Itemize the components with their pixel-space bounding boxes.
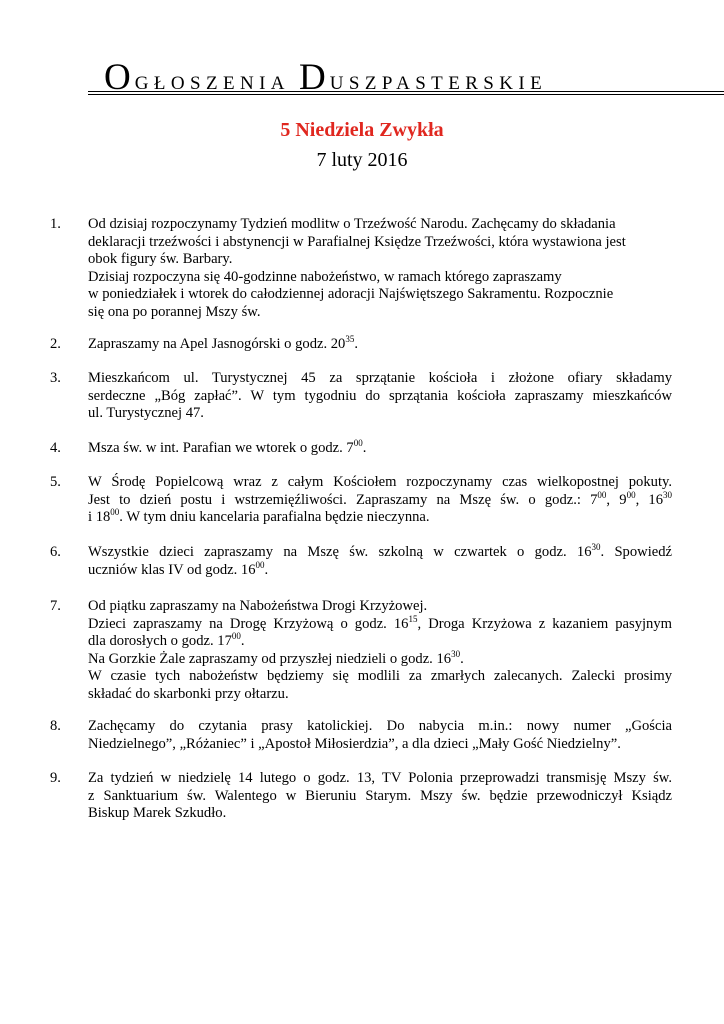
text-line: uczniów klas IV od godz. $16^{00}$. (88, 559, 269, 578)
title-word-1-rest: GŁOSZENIA (134, 73, 300, 94)
text-line: składać do skarbonki przy ołtarzu. (88, 685, 289, 702)
announcement-number: 2. (50, 336, 61, 352)
text-line: i $18^{00}$. W tym dniu kancelaria parafialna będzie nieczynna. (88, 507, 430, 526)
text-line: Msza św. w int. Parafian we wtorek o godz. $7^{00}$. (88, 438, 367, 456)
time-minutes: 35 (345, 334, 355, 344)
announcement-number: 1. (50, 216, 61, 232)
announcement-number: 6. (50, 544, 61, 560)
text-line: Od dzisiaj rozpoczynamy Tydzień modlitw o Trzeźwość Narodu. Zachęcamy do składania (88, 216, 616, 232)
text-line: Mieszkańcom ul. Turystycznej 45 za sprzątanie kościoła i złożone ofiary składamy (88, 370, 672, 386)
time-minutes: 00 (353, 438, 363, 448)
text-line: ul. Turystycznej 47. (88, 405, 204, 422)
text-line: Na Gorzkie Żale zapraszamy od przyszłej niedzieli o godz. $16^{30}$. (88, 648, 464, 667)
text-line: z Sanktuarium św. Walentego w Bieruniu Starym. Mszy św. będzie przewodniczył Ksiądz (88, 787, 672, 804)
text-line: Od piątku zapraszamy na Nabożeństwa Drogi Krzyżowej. (88, 598, 428, 614)
text-line: Zachęcamy do czytania prasy katolickiej. Do nabycia m.in.: nowy numer „Gościa (88, 718, 672, 734)
title-initial-d: D (299, 58, 330, 98)
text-line: obok figury św. Barbary. (88, 251, 233, 268)
text-line: serdeczne „Bóg zapłać”. W tym tygodniu do sprzątania kościoła zapraszamy mieszkańców (88, 387, 672, 404)
text-line: Wszystkie dzieci zapraszamy na Mszę św. szkolną w czwartek o godz. $16^{30}$. Spowiedź (88, 542, 672, 560)
text-line: Jest to dzień postu i wstrzemięźliwości. Zapraszamy na Mszę św. o godz.: $7^{00}$, $9^{00}$, $16^{30}$ (88, 489, 673, 508)
text-line: W czasie tych nabożeństw będziemy się modlili za zmarłych zalecanych. Zalecki prosimy (88, 668, 672, 685)
announcement-number: 8. (50, 718, 61, 734)
text-line: deklaracji trzeźwości i abstynencji w Parafialnej Księdze Trzeźwości, która wystawiona jest (88, 233, 626, 250)
title-initial-o: O (104, 58, 135, 98)
text-line: w poniedziałek i wtorek do całodziennej adoracji Najświętszego Sakramentu. Rozpocznie (88, 286, 614, 303)
text-line: Dzisiaj rozpoczyna się 40-godzinne nabożeństwo, w ramach którego zapraszamy (88, 268, 562, 285)
title-word-2-rest: USZPASTERSKIE (329, 73, 548, 94)
text-line: Biskup Marek Szkudło. (88, 805, 227, 822)
text-line: Zapraszamy na Apel Jasnogórski o godz. $20^{35}$. (88, 334, 359, 352)
announcement-number: 7. (50, 598, 61, 614)
text-line: się ona po porannej Mszy św. (88, 303, 261, 320)
title-underline-second (88, 94, 724, 95)
text-line: Dzieci zapraszamy na Drogę Krzyżową o godz. $16^{15}$, Droga Krzyżowa z kazaniem pasyjnym (88, 613, 672, 632)
announcement-number: 3. (50, 370, 61, 386)
page-title (104, 58, 724, 104)
announcement-number: 4. (50, 440, 61, 456)
title-underline (88, 91, 724, 92)
date: 7 luty 2016 (316, 149, 408, 171)
sunday-name: 5 Niedziela Zwykła (280, 119, 444, 141)
text-line: dla dorosłych o godz. $17^{00}$. (88, 631, 245, 650)
text-line: W Środę Popielcową wraz z całym Kościołem rozpoczynamy czas wielkopostnej pokuty. (88, 474, 672, 490)
text-line: Niedzielnego”, „Różaniec” i „Apostoł Miłosierdzia”, a dla dzieci „Mały Gość Niedzielny”. (88, 735, 621, 752)
announcement-number: 9. (50, 770, 61, 786)
announcement-number: 5. (50, 474, 61, 490)
text-line: Za tydzień w niedzielę 14 lutego o godz. 13, TV Polonia przeprowadzi transmisję Mszy św. (88, 770, 672, 786)
